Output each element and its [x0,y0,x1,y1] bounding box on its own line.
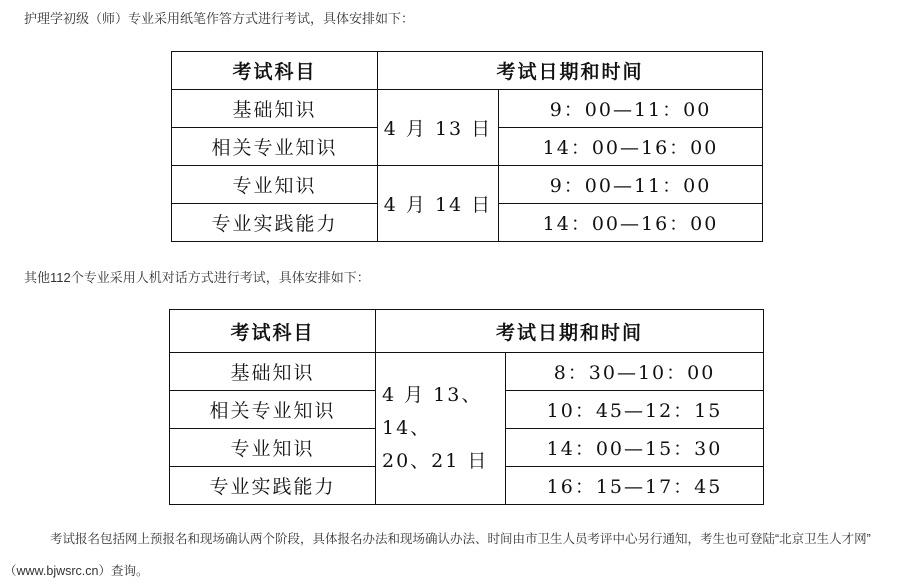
time-cell: 14：00—16：00 [499,128,763,166]
date-line-1: 4 月 13、14、 [382,384,483,439]
subject-cell: 基础知识 [172,90,378,128]
time-cell: 9：00—11：00 [499,166,763,204]
date-line-2: 20、21 日 [382,450,489,472]
footer-paragraph-line-1: 考试报名包括网上预报名和现场确认两个阶段，具体报名办法和现场确认办法、时间由市卫生人员考评中心另行通知，考生也可登陆“北京卫生人才网” [50,532,871,546]
subject-cell: 专业实践能力 [170,467,376,505]
subject-cell: 基础知识 [170,353,376,391]
date-cell: 4 月 13 日 [378,90,499,166]
subject-cell: 专业实践能力 [172,204,378,242]
intro-paragraph-1: 护理学初级（师）专业采用纸笔作答方式进行考试，具体安排如下： [24,11,415,26]
time-cell: 10：45—12：15 [506,391,764,429]
time-cell: 9：00—11：00 [499,90,763,128]
table-row [170,353,764,391]
table-header-row [172,52,763,90]
subject-cell: 相关专业知识 [170,391,376,429]
date-cell: 4 月 14 日 [378,166,499,242]
time-cell: 16：15—17：45 [506,467,764,505]
time-cell: 14：00—15：30 [506,429,764,467]
time-cell: 14：00—16：00 [499,204,763,242]
header-date-time: 考试日期和时间 [378,52,763,90]
footer-paragraph-line-2: （www.bjwsrc.cn）查询。 [4,564,149,578]
subject-cell: 专业知识 [170,429,376,467]
table-row [172,166,763,204]
subject-cell: 相关专业知识 [172,128,378,166]
table-header-row [170,310,764,353]
header-subject: 考试科目 [172,52,378,90]
intro-paragraph-2: 其他112个专业采用人机对话方式进行考试，具体安排如下： [24,270,370,285]
subject-cell: 专业知识 [172,166,378,204]
date-cell [376,353,506,505]
header-subject: 考试科目 [170,310,376,353]
computer-exam-schedule-table [169,309,764,505]
paper-exam-schedule-table [171,51,763,242]
time-cell: 8：30—10：00 [506,353,764,391]
header-date-time: 考试日期和时间 [376,310,764,353]
table-row [172,90,763,128]
